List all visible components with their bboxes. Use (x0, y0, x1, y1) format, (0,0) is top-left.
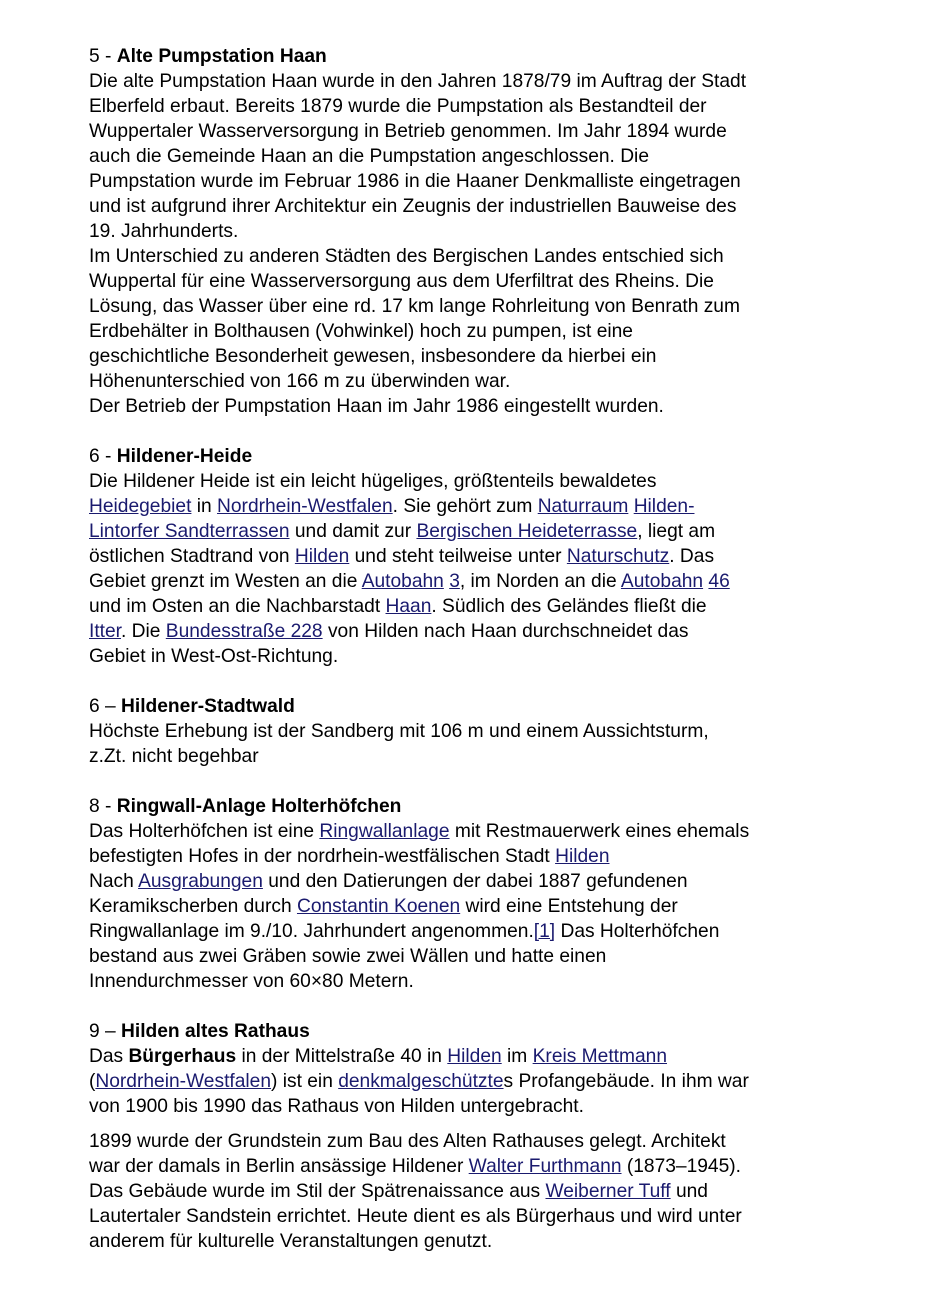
link-kreis-mettmann[interactable]: Kreis Mettmann (532, 1046, 667, 1067)
section-alte-pumpstation (89, 44, 869, 419)
text-line: Das Gebäude wurde im Stil der Spätrenaissance aus Weiberner Tuff und (89, 1181, 708, 1202)
section-title: Ringwall-Anlage Holterhöfchen (116, 796, 402, 817)
text-line: 19. Jahrhunderts. (89, 221, 239, 242)
link-naturschutz[interactable]: Naturschutz (566, 546, 670, 567)
text-line: Elberfeld erbaut. Bereits 1879 wurde die Pumpstation als Bestandteil der (89, 96, 707, 117)
link-hilden-lintorfer-sandterrassen[interactable]: Hilden- (633, 496, 695, 517)
link-walter-furthmann[interactable]: Walter Furthmann (468, 1156, 622, 1177)
link-nordrhein-westfalen[interactable]: Nordrhein-Westfalen (95, 1071, 272, 1092)
text-line: Itter. Die Bundesstraße 228 von Hilden nach Haan durchschneidet das (89, 621, 689, 642)
link-naturraum[interactable]: Naturraum (537, 496, 629, 517)
link-heidegebiet[interactable]: Heidegebiet (89, 496, 192, 517)
text-line: auch die Gemeinde Haan an die Pumpstation angeschlossen. Die (89, 146, 649, 167)
section-title: Hildener-Heide (116, 446, 253, 467)
text-line: Gebiet in West-Ost-Richtung. (89, 646, 339, 667)
bold-term: Bürgerhaus (128, 1046, 237, 1067)
link-constantin-koenen[interactable]: Constantin Koenen (296, 896, 461, 917)
link-ausgrabungen[interactable]: Ausgrabungen (138, 871, 263, 892)
text-line: bestand aus zwei Gräben sowie zwei Wällen und hatte einen (89, 946, 607, 967)
link-footnote-1[interactable]: [1] (533, 921, 556, 942)
section-hildener-heide (89, 444, 869, 669)
text-line: Das Holterhöfchen ist eine Ringwallanlage mit Restmauerwerk eines ehemals (89, 821, 750, 842)
text-line: Die Hildener Heide ist ein leicht hügeliges, größtenteils bewaldetes (89, 471, 657, 492)
link-hilden[interactable]: Hilden (447, 1046, 502, 1067)
text-line: Gebiet grenzt im Westen an die Autobahn 3, im Norden an die Autobahn 46 (89, 571, 730, 592)
text-line: Lautertaler Sandstein errichtet. Heute dient es als Bürgerhaus und wird unter (89, 1206, 742, 1227)
link-hilden[interactable]: Hilden (294, 546, 350, 567)
text-line: Heidegebiet in Nordrhein-Westfalen. Sie gehört zum Naturraum Hilden- (89, 496, 695, 517)
text-line: östlichen Stadtrand von Hilden und steht teilweise unter Naturschutz. Das (89, 546, 715, 567)
paragraph-spacer (89, 1119, 869, 1129)
text-line: von 1900 bis 1990 das Rathaus von Hilden untergebracht. (89, 1096, 584, 1117)
text-line: geschichtliche Besonderheit gewesen, insbesondere da hierbei ein (89, 346, 657, 367)
link-bundesstrasse-228[interactable]: Bundesstraße 228 (165, 621, 323, 642)
section-number: 9 – (89, 1021, 122, 1042)
text-line: Lintorfer Sandterrassen und damit zur Bergischen Heideterrasse, liegt am (89, 521, 716, 542)
text-line: Nach Ausgrabungen und den Datierungen der dabei 1887 gefundenen (89, 871, 688, 892)
text-line: Wuppertal für eine Wasserversorgung aus dem Uferfiltrat des Rheins. Die (89, 271, 714, 292)
text-line: Der Betrieb der Pumpstation Haan im Jahr 1986 eingestellt wurden. (89, 396, 664, 417)
section-title: Alte Pumpstation Haan (116, 46, 327, 67)
text-line: Höhenunterschied von 166 m zu überwinden war. (89, 371, 511, 392)
link-hilden[interactable]: Hilden (555, 846, 610, 867)
link-haan[interactable]: Haan (385, 596, 432, 617)
link-itter[interactable]: Itter (89, 621, 121, 642)
section-title: Hilden altes Rathaus (121, 1021, 310, 1042)
text-line: 1899 wurde der Grundstein zum Bau des Alten Rathauses gelegt. Architekt (89, 1131, 726, 1152)
link-bergische-heideterrasse[interactable]: Bergischen Heideterrasse (416, 521, 638, 542)
text-line: Die alte Pumpstation Haan wurde in den Jahren 1878/79 im Auftrag der Stadt (89, 71, 747, 92)
section-number: 6 – (89, 696, 122, 717)
text-line: Innendurchmesser von 60×80 Metern. (89, 971, 414, 992)
text-line: Pumpstation wurde im Februar 1986 in die Haaner Denkmalliste eingetragen (89, 171, 741, 192)
link-autobahn[interactable]: Autobahn (620, 571, 704, 592)
section-heading (89, 794, 869, 819)
link-ringwallanlage[interactable]: Ringwallanlage (319, 821, 450, 842)
section-heading (89, 694, 869, 719)
text-line: Das Bürgerhaus in der Mittelstraße 40 in Hilden im Kreis Mettmann (89, 1046, 667, 1067)
link-weiberner-tuff[interactable]: Weiberner Tuff (545, 1181, 671, 1202)
text-line: Keramikscherben durch Constantin Koenen wird eine Entstehung der (89, 896, 678, 917)
text-line: war der damals in Berlin ansässige Hildener Walter Furthmann (1873–1945). (89, 1156, 741, 1177)
text-line: und im Osten an die Nachbarstadt Haan. Südlich des Geländes fließt die (89, 596, 707, 617)
section-hilden-altes-rathaus (89, 1019, 869, 1254)
text-line: Höchste Erhebung ist der Sandberg mit 106 m und einem Aussichtsturm, (89, 721, 709, 742)
link-hilden-lintorfer-sandterrassen-cont[interactable]: Lintorfer Sandterrassen (89, 521, 290, 542)
text-line: Erdbehälter in Bolthausen (Vohwinkel) hoch zu pumpen, ist eine (89, 321, 633, 342)
text-line: befestigten Hofes in der nordrhein-westfälischen Stadt Hilden (89, 846, 610, 867)
text-line: anderem für kulturelle Veranstaltungen genutzt. (89, 1231, 493, 1252)
section-heading (89, 44, 869, 69)
text-line: z.Zt. nicht begehbar (89, 746, 259, 767)
section-heading (89, 1019, 869, 1044)
link-autobahn-3[interactable]: 3 (449, 571, 460, 592)
link-autobahn[interactable]: Autobahn (361, 571, 444, 592)
section-hildener-stadtwald (89, 694, 869, 769)
section-title: Hildener-Stadtwald (121, 696, 295, 717)
text-line: (Nordrhein-Westfalen) ist ein denkmalgeschütztes Profangebäude. In ihm war (89, 1071, 749, 1092)
section-number: 5 - (89, 46, 117, 67)
text-line: und ist aufgrund ihrer Architektur ein Zeugnis der industriellen Bauweise des (89, 196, 737, 217)
section-heading (89, 444, 869, 469)
link-nordrhein-westfalen[interactable]: Nordrhein-Westfalen (217, 496, 393, 517)
section-number: 6 - (89, 446, 117, 467)
document-page (89, 44, 869, 1254)
link-autobahn-46[interactable]: 46 (708, 571, 730, 592)
section-number: 8 - (89, 796, 117, 817)
text-line: Im Unterschied zu anderen Städten des Bergischen Landes entschied sich (89, 246, 724, 267)
link-denkmalgeschuetzt[interactable]: denkmalgeschützte (338, 1071, 504, 1092)
text-line: Wuppertaler Wasserversorgung in Betrieb genommen. Im Jahr 1894 wurde (89, 121, 727, 142)
text-line: Ringwallanlage im 9./10. Jahrhundert angenommen.[1] Das Holterhöfchen (89, 921, 720, 942)
text-line: Lösung, das Wasser über eine rd. 17 km lange Rohrleitung von Benrath zum (89, 296, 740, 317)
section-ringwall-anlage (89, 794, 869, 994)
